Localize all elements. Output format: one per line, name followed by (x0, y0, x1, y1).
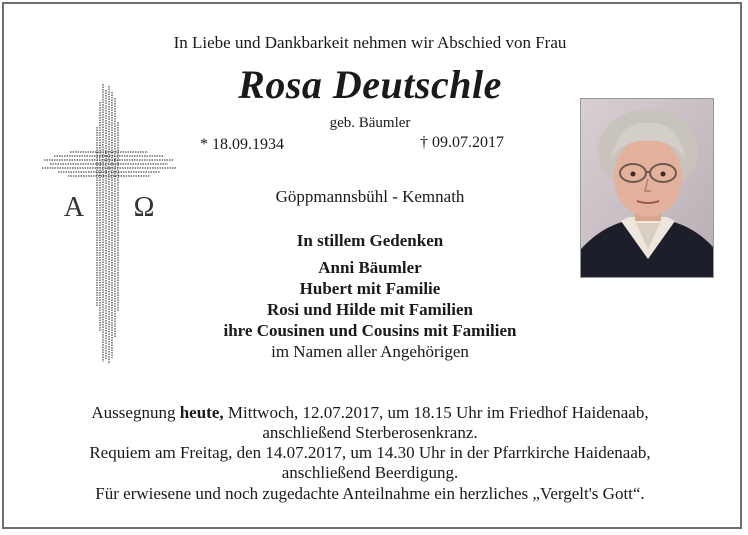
mourner-line: Anni Bäumler (318, 258, 422, 277)
deceased-name: Rosa Deutschle (238, 62, 502, 107)
service-line-rosary: anschließend Sterberosenkranz. (262, 423, 478, 442)
service-pre: Aussegnung (91, 403, 180, 422)
service-today: heute, (179, 403, 224, 422)
mourner-line: Rosi und Hilde mit Familien (267, 300, 473, 319)
thanks-line: Für erwiesene und noch zugedachte Anteilnahme ein herzliches „Vergelt's Gott“. (95, 484, 645, 503)
service-line-aussegnung (0, 403, 740, 423)
service-line-burial: anschließend Beerdigung. (281, 463, 459, 482)
hometown: Göppmannsbühl - Kemnath (275, 187, 465, 206)
portrait-photo (580, 98, 714, 278)
birth-date: * 18.09.1934 (200, 136, 284, 153)
in-memory-heading: In stillem Gedenken (296, 231, 444, 250)
cross-icon (40, 82, 180, 367)
omega-letter: Ω (133, 192, 155, 223)
intro-text: In Liebe und Dankbarkeit nehmen wir Abschied von Frau (173, 33, 567, 52)
death-date: † 09.07.2017 (420, 134, 504, 151)
maiden-name: geb. Bäumler (329, 115, 411, 131)
service-post: Mittwoch, 12.07.2017, um 18.15 Uhr im Friedhof Haidenaab, (223, 403, 649, 422)
mourner-line: Hubert mit Familie (299, 279, 441, 298)
mourner-line: ihre Cousinen und Cousins mit Familien (223, 321, 517, 340)
service-line-requiem: Requiem am Freitag, den 14.07.2017, um 14.30 Uhr in der Pfarrkirche Haidenaab, (89, 443, 651, 462)
alpha-letter: A (63, 192, 85, 223)
behalf-line: im Namen aller Angehörigen (271, 342, 469, 361)
